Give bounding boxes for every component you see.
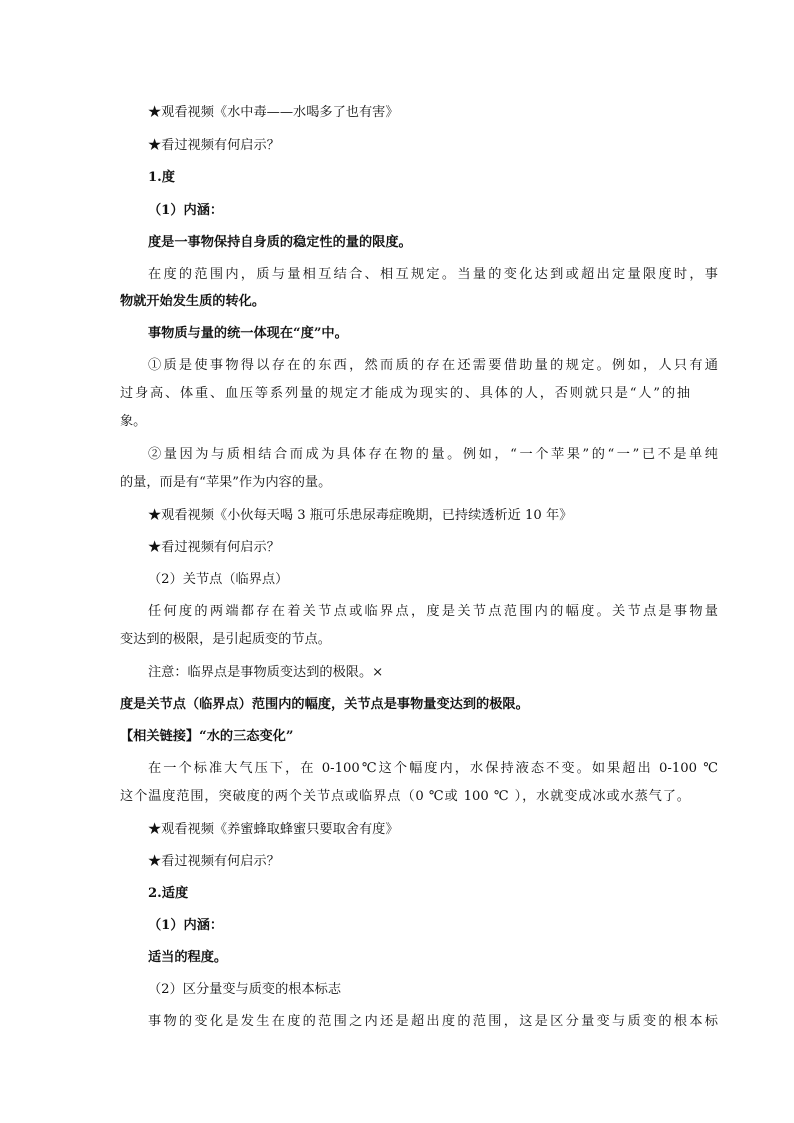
- paragraph-line: 事物质与量的统一体现在“度”中。: [148, 326, 348, 341]
- paragraph-line: 的量，而是有“苹果”作为内容的量。: [120, 475, 332, 490]
- paragraph-line: 任何度的两端都存在着关节点或临界点，度是关节点范围内的幅度。关节点是事物量: [148, 604, 718, 619]
- subheading-connotation: （1）内涵：: [148, 203, 224, 218]
- video-prompt-1: ★观看视频《水中毒——水喝多了也有害》: [148, 105, 399, 120]
- note-line: 注意：临界点是事物质变达到的极限。×: [148, 665, 384, 680]
- paragraph-line: 物就开始发生质的转化。: [120, 294, 266, 309]
- paragraph-line: 这个温度范围，突破度的两个关节点或临界点（0 ℃或 100 ℃ ），水就变成冰或水蒸气了。: [120, 789, 690, 804]
- paragraph-line: 过身高、体重、血压等系列量的规定才能成为现实的、具体的人，否则就只是“人”的抽: [120, 386, 690, 401]
- subheading-connotation-2: （1）内涵：: [148, 918, 224, 933]
- video-prompt-3: ★观看视频《养蜜蜂取蜂蜜只要取舍有度》: [148, 822, 399, 837]
- paragraph-line: 在一个标准大气压下，在 0-100℃这个幅度内，水保持液态不变。如果超出 0-100 ℃: [148, 761, 718, 776]
- related-link-heading: 【相关链接】“水的三态变化”: [120, 729, 294, 744]
- section-heading-degree: 1.度: [148, 170, 175, 185]
- video-question-2: ★看过视频有何启示？: [148, 540, 280, 555]
- video-question-1: ★看过视频有何启示？: [148, 138, 280, 153]
- subheading-critical-point: （2）关节点（临界点）: [148, 572, 289, 587]
- definition-moderation: 适当的程度。: [148, 950, 228, 965]
- paragraph-line: 象。: [120, 414, 147, 429]
- paragraph-line: 在度的范围内，质与量相互结合、相互规定。当量的变化达到或超出定量限度时，事: [148, 267, 718, 282]
- paragraph-line: 变达到的极限，是引起质变的节点。: [120, 632, 331, 647]
- video-question-3: ★看过视频有何启示？: [148, 854, 280, 869]
- video-prompt-2: ★观看视频《小伙每天喝 3 瓶可乐患尿毒症晚期，已持续透析近 10 年》: [148, 508, 573, 523]
- section-heading-moderation: 2.适度: [148, 886, 189, 901]
- subheading-distinguish: （2）区分量变与质变的根本标志: [148, 982, 342, 997]
- definition-degree: 度是一事物保持自身质的稳定性的量的限度。: [148, 235, 412, 250]
- paragraph-line: 度是关节点（临界点）范围内的幅度，关节点是事物量变达到的极限。: [120, 697, 529, 712]
- paragraph-line: ①质是使事物得以存在的东西，然而质的存在还需要借助量的规定。例如，人只有通: [148, 358, 718, 373]
- paragraph-line: 事物的变化是发生在度的范围之内还是超出度的范围，这是区分量变与质变的根本标: [148, 1014, 718, 1029]
- paragraph-line: ②量因为与质相结合而成为具体存在物的量。例如，“一个苹果”的“一”已不是单纯: [148, 447, 718, 462]
